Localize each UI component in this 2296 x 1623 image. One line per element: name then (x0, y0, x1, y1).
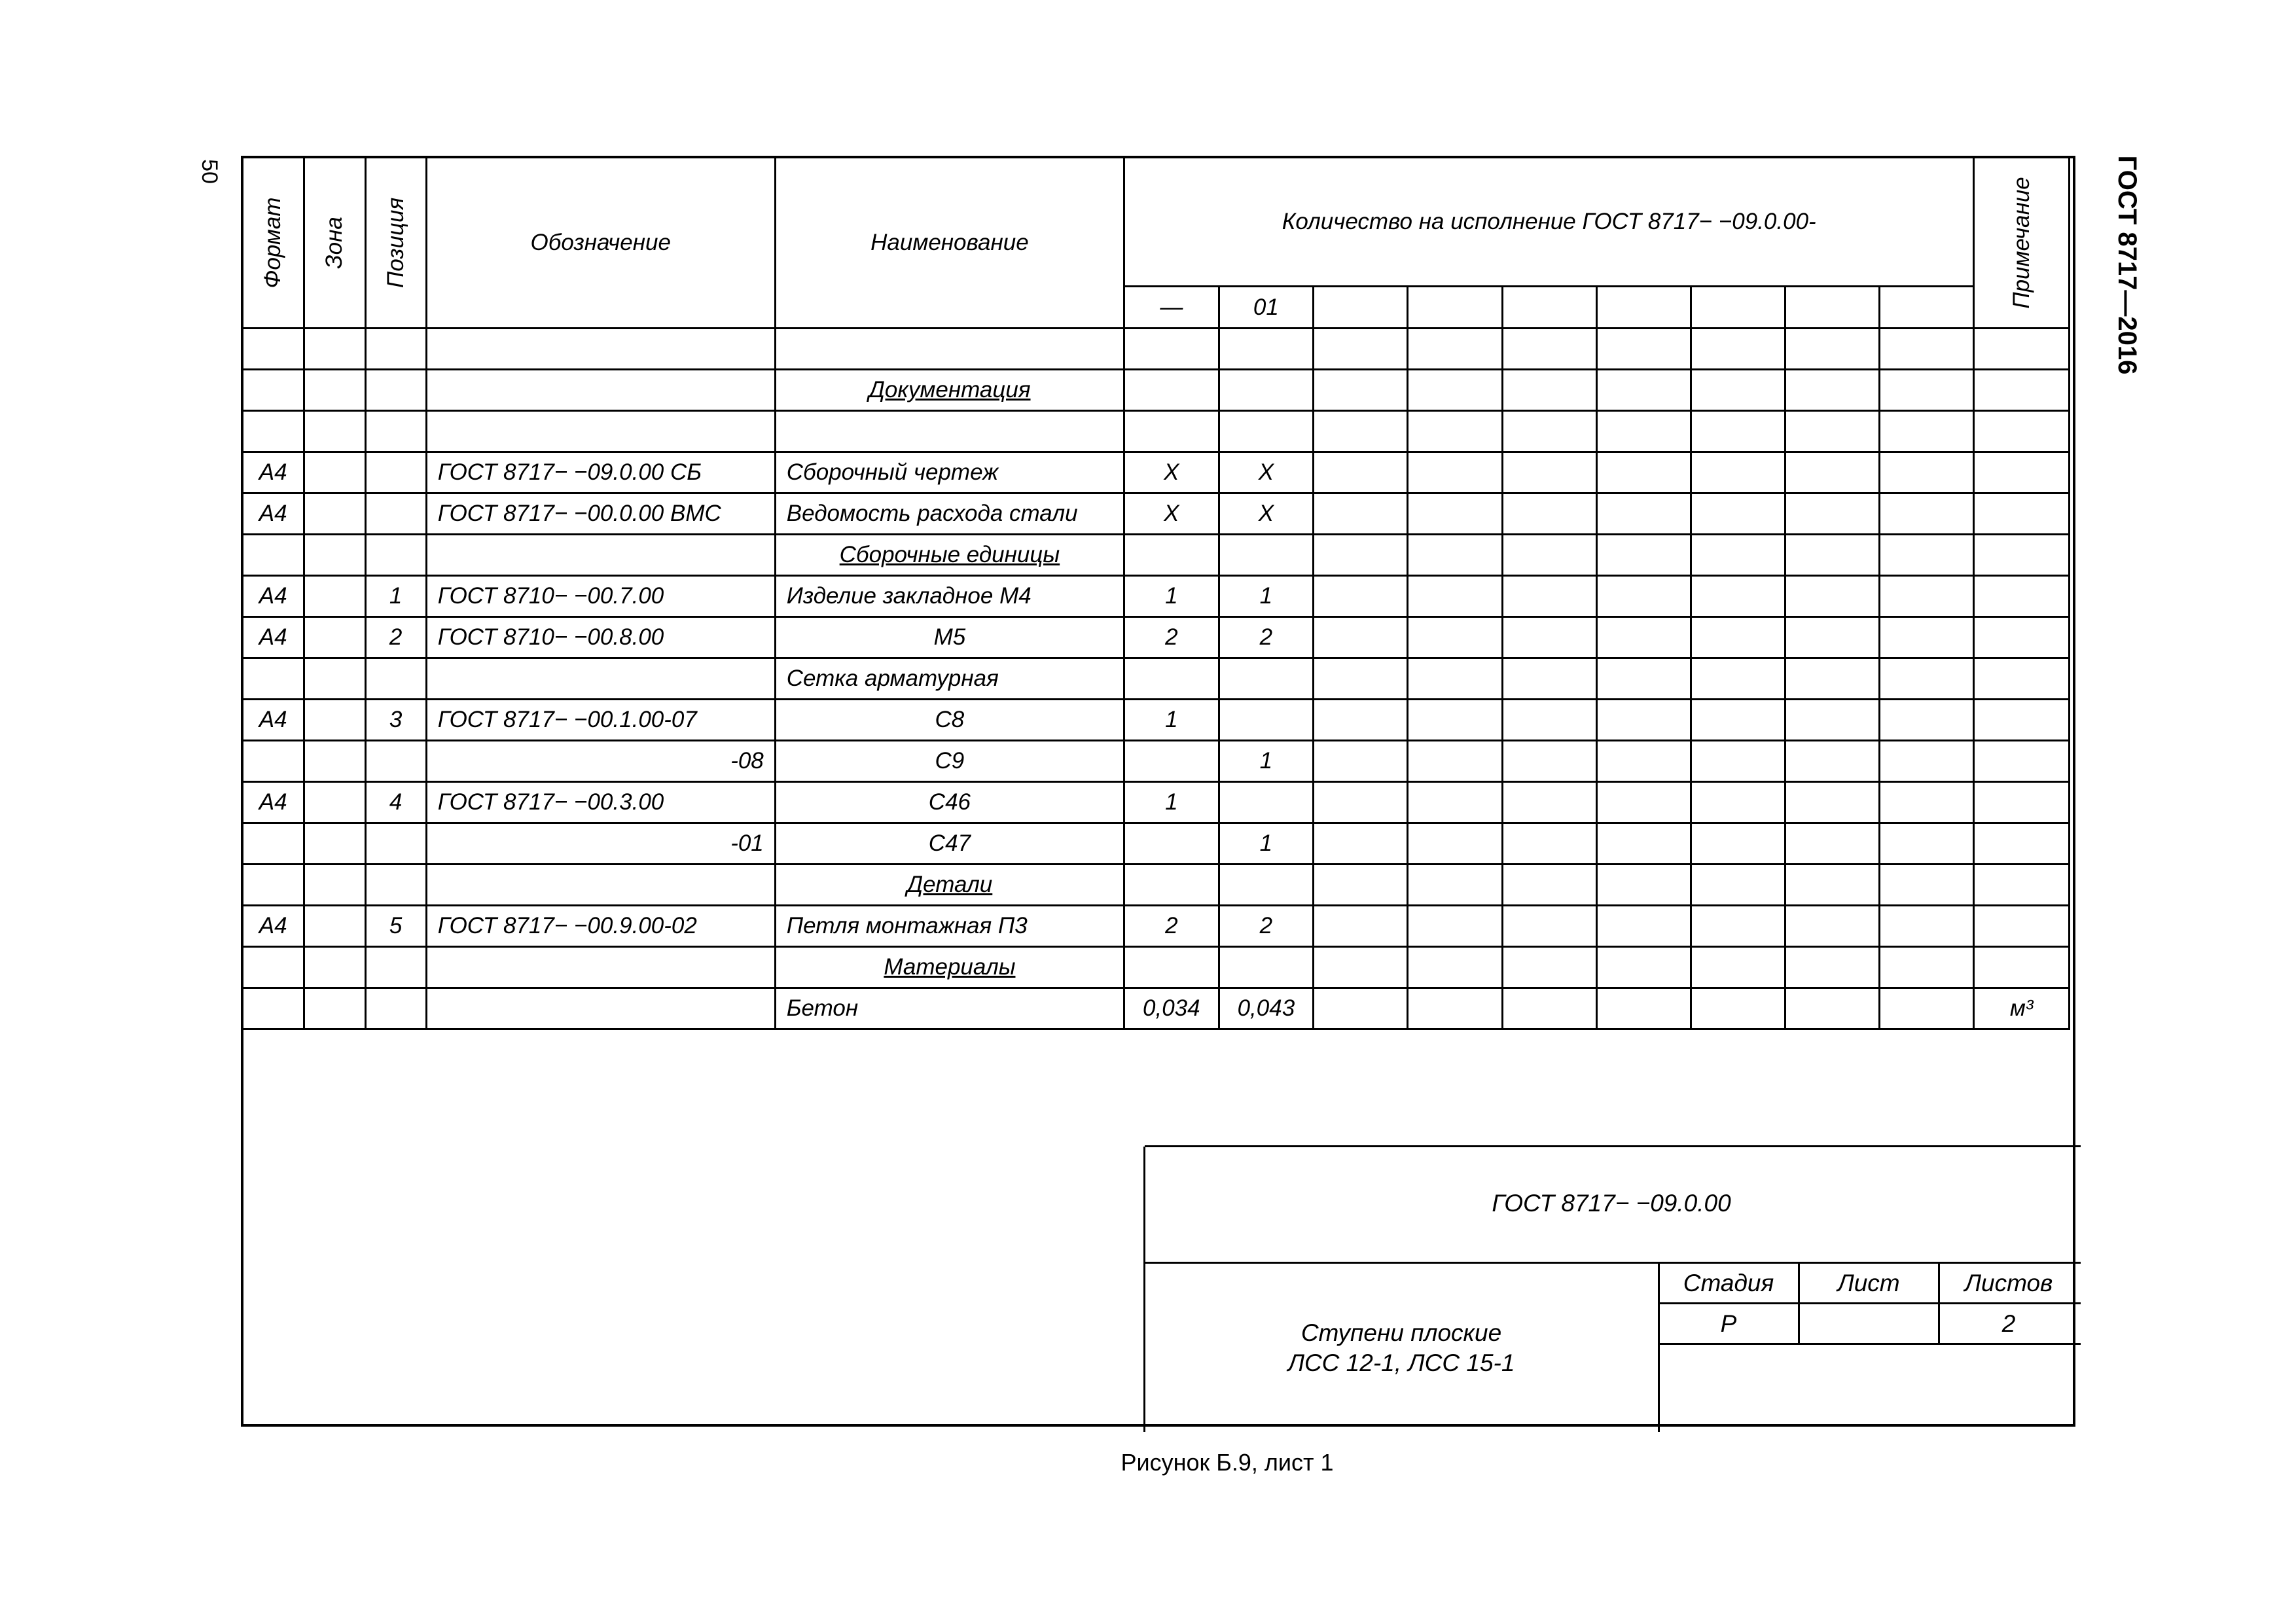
cell-quantity-empty (1785, 493, 1880, 535)
cell-position (365, 329, 426, 370)
cell-quantity-empty (1785, 617, 1880, 658)
cell-quantity-empty (1785, 988, 1880, 1029)
cell-quantity-empty (1880, 493, 1974, 535)
cell-quantity-empty (1314, 988, 1408, 1029)
cell-quantity-empty (1408, 700, 1502, 741)
cell-quantity-empty (1785, 576, 1880, 617)
cell-quantity-empty (1691, 411, 1785, 452)
cell-zone (304, 988, 365, 1029)
cell-quantity-empty (1596, 947, 1691, 988)
cell-quantity-empty (1314, 370, 1408, 411)
cell-quantity-empty (1785, 782, 1880, 823)
cell-quantity-empty (1880, 906, 1974, 947)
cell-quantity-empty (1314, 535, 1408, 576)
cell-quantity-empty (1314, 493, 1408, 535)
cell-name: М5 (775, 617, 1124, 658)
cell-designation (426, 865, 775, 906)
cell-quantity-empty (1785, 865, 1880, 906)
cell-designation: ГОСТ 8717− −00.3.00 (426, 782, 775, 823)
cell-quantity-empty (1596, 988, 1691, 1029)
cell-format (242, 658, 304, 700)
cell-zone (304, 329, 365, 370)
cell-zone (304, 576, 365, 617)
cell-quantity-01: 1 (1219, 576, 1314, 617)
cell-quantity-base: 1 (1124, 576, 1219, 617)
sheet-label: Лист (1837, 1270, 1900, 1296)
cell-quantity-empty (1785, 452, 1880, 493)
cell-quantity-empty (1691, 370, 1785, 411)
cell-designation (426, 370, 775, 411)
cell-quantity-empty (1880, 576, 1974, 617)
cell-zone (304, 658, 365, 700)
cell-quantity-empty (1880, 370, 1974, 411)
cell-quantity-empty (1408, 411, 1502, 452)
cell-quantity-empty (1691, 700, 1785, 741)
cell-quantity-empty (1596, 658, 1691, 700)
cell-format: А4 (242, 782, 304, 823)
cell-note (1974, 700, 2070, 741)
cell-quantity-empty (1691, 658, 1785, 700)
cell-position (365, 988, 426, 1029)
cell-quantity-empty (1408, 865, 1502, 906)
cell-name: С8 (775, 700, 1124, 741)
cell-name: Бетон (775, 988, 1124, 1029)
cell-quantity-01 (1219, 535, 1314, 576)
table-row (242, 658, 2070, 700)
cell-quantity-empty (1880, 823, 1974, 865)
cell-name: Ведомость расхода стали (775, 493, 1124, 535)
cell-quantity-empty (1596, 906, 1691, 947)
cell-note (1974, 617, 2070, 658)
cell-quantity-empty (1314, 741, 1408, 782)
cell-note (1974, 329, 2070, 370)
cell-name: Сборочный чертеж (775, 452, 1124, 493)
cell-designation (426, 988, 775, 1029)
cell-note (1974, 947, 2070, 988)
cell-quantity-base (1124, 947, 1219, 988)
cell-note (1974, 411, 2070, 452)
cell-format: А4 (242, 617, 304, 658)
cell-quantity-empty (1502, 370, 1596, 411)
cell-format: А4 (242, 700, 304, 741)
cell-quantity-empty (1596, 370, 1691, 411)
cell-quantity-empty (1691, 906, 1785, 947)
stage-value: Р (1720, 1310, 1737, 1337)
cell-note (1974, 865, 2070, 906)
cell-quantity-empty (1408, 535, 1502, 576)
cell-quantity-empty (1408, 370, 1502, 411)
cell-position (365, 493, 426, 535)
cell-quantity-empty (1408, 452, 1502, 493)
cell-quantity-empty (1502, 782, 1596, 823)
header-variant-base: — (1124, 287, 1219, 329)
cell-note (1974, 823, 2070, 865)
cell-format: А4 (242, 906, 304, 947)
section-heading: Сборочные единицы (775, 535, 1124, 576)
cell-quantity-base (1124, 823, 1219, 865)
table-row (242, 576, 2070, 617)
cell-quantity-empty (1502, 411, 1596, 452)
section-heading: Детали (775, 865, 1124, 906)
cell-note: м³ (1974, 988, 2070, 1029)
cell-position: 2 (365, 617, 426, 658)
specification-table (241, 156, 2070, 1030)
cell-quantity-empty (1314, 700, 1408, 741)
cell-format (242, 370, 304, 411)
cell-quantity-empty (1314, 576, 1408, 617)
cell-quantity-base: Х (1124, 493, 1219, 535)
cell-position (365, 823, 426, 865)
cell-quantity-empty (1691, 452, 1785, 493)
cell-quantity-empty (1314, 452, 1408, 493)
cell-quantity-empty (1880, 658, 1974, 700)
document-code: ГОСТ 8717—2016 (2113, 155, 2142, 375)
page-number: 50 (197, 159, 222, 184)
table-row (242, 988, 2070, 1029)
title-block-designation: ГОСТ 8717− −09.0.00 (1492, 1190, 1731, 1217)
table-row (242, 823, 2070, 865)
cell-note (1974, 658, 2070, 700)
cell-designation (426, 658, 775, 700)
cell-designation: ГОСТ 8710− −00.8.00 (426, 617, 775, 658)
cell-position (365, 535, 426, 576)
cell-quantity-empty (1408, 823, 1502, 865)
cell-quantity-empty (1314, 658, 1408, 700)
cell-format: А4 (242, 493, 304, 535)
cell-name: С9 (775, 741, 1124, 782)
cell-zone (304, 741, 365, 782)
cell-designation: ГОСТ 8717− −00.0.00 ВМС (426, 493, 775, 535)
cell-designation (426, 535, 775, 576)
header-designation: Обозначение (426, 157, 775, 329)
cell-designation: ГОСТ 8717− −00.1.00-07 (426, 700, 775, 741)
cell-quantity-empty (1596, 576, 1691, 617)
cell-zone (304, 823, 365, 865)
cell-quantity-empty (1691, 823, 1785, 865)
cell-quantity-empty (1408, 576, 1502, 617)
cell-quantity-empty (1596, 823, 1691, 865)
cell-quantity-01: 1 (1219, 823, 1314, 865)
cell-quantity-01 (1219, 782, 1314, 823)
cell-designation: ГОСТ 8717− −09.0.00 СБ (426, 452, 775, 493)
cell-position (365, 865, 426, 906)
cell-name (775, 411, 1124, 452)
cell-quantity-01: Х (1219, 452, 1314, 493)
cell-zone (304, 535, 365, 576)
cell-quantity-empty (1314, 947, 1408, 988)
title-block (1145, 1147, 2078, 1432)
cell-zone (304, 370, 365, 411)
figure-caption: Рисунок Б.9, лист 1 (1121, 1449, 1334, 1476)
cell-quantity-base (1124, 865, 1219, 906)
cell-quantity-empty (1691, 947, 1785, 988)
cell-quantity-01 (1219, 411, 1314, 452)
cell-quantity-base (1124, 535, 1219, 576)
table-row (242, 452, 2070, 493)
cell-quantity-empty (1880, 411, 1974, 452)
cell-designation: -01 (426, 823, 775, 865)
cell-quantity-base: 2 (1124, 906, 1219, 947)
section-heading: Материалы (775, 947, 1124, 988)
cell-quantity-01: 2 (1219, 906, 1314, 947)
cell-quantity-base: 1 (1124, 782, 1219, 823)
cell-quantity-empty (1691, 535, 1785, 576)
cell-quantity-empty (1785, 906, 1880, 947)
cell-quantity-empty (1596, 411, 1691, 452)
cell-name: С46 (775, 782, 1124, 823)
cell-quantity-empty (1502, 865, 1596, 906)
cell-note (1974, 370, 2070, 411)
cell-position: 3 (365, 700, 426, 741)
cell-format: А4 (242, 576, 304, 617)
cell-quantity-empty (1785, 947, 1880, 988)
cell-quantity-empty (1596, 700, 1691, 741)
cell-quantity-empty (1785, 700, 1880, 741)
cell-format (242, 411, 304, 452)
cell-position (365, 741, 426, 782)
cell-note (1974, 741, 2070, 782)
cell-quantity-empty (1408, 947, 1502, 988)
cell-quantity-empty (1314, 329, 1408, 370)
cell-quantity-empty (1408, 741, 1502, 782)
cell-quantity-empty (1502, 576, 1596, 617)
table-row (242, 370, 2070, 411)
cell-name: С47 (775, 823, 1124, 865)
cell-quantity-empty (1502, 452, 1596, 493)
cell-quantity-empty (1314, 865, 1408, 906)
cell-quantity-empty (1408, 906, 1502, 947)
cell-quantity-01 (1219, 700, 1314, 741)
cell-quantity-empty (1880, 865, 1974, 906)
cell-quantity-empty (1691, 329, 1785, 370)
cell-note (1974, 576, 2070, 617)
table-row (242, 329, 2070, 370)
cell-name: Изделие закладное М4 (775, 576, 1124, 617)
cell-format: А4 (242, 452, 304, 493)
cell-format (242, 535, 304, 576)
table-row (242, 700, 2070, 741)
cell-quantity-base (1124, 741, 1219, 782)
cell-quantity-base (1124, 329, 1219, 370)
table-row (242, 493, 2070, 535)
cell-designation: ГОСТ 8717− −00.9.00-02 (426, 906, 775, 947)
cell-designation (426, 947, 775, 988)
cell-quantity-empty (1502, 658, 1596, 700)
cell-quantity-empty (1502, 617, 1596, 658)
cell-zone (304, 782, 365, 823)
header-format: Формат (242, 157, 304, 329)
cell-zone (304, 906, 365, 947)
cell-quantity-empty (1596, 741, 1691, 782)
cell-note (1974, 782, 2070, 823)
table-row (242, 535, 2070, 576)
cell-quantity-empty (1408, 329, 1502, 370)
cell-quantity-empty (1785, 329, 1880, 370)
cell-quantity-empty (1596, 329, 1691, 370)
cell-designation: ГОСТ 8710− −00.7.00 (426, 576, 775, 617)
header-variant-01: 01 (1219, 287, 1314, 329)
cell-quantity-empty (1596, 535, 1691, 576)
cell-quantity-empty (1596, 617, 1691, 658)
section-heading: Документация (775, 370, 1124, 411)
cell-quantity-empty (1880, 452, 1974, 493)
cell-quantity-empty (1691, 988, 1785, 1029)
cell-designation: -08 (426, 741, 775, 782)
cell-position (365, 370, 426, 411)
cell-position (365, 452, 426, 493)
cell-quantity-empty (1502, 988, 1596, 1029)
cell-quantity-empty (1408, 493, 1502, 535)
table-row (242, 741, 2070, 782)
header-note: Примечание (1974, 157, 2070, 329)
cell-quantity-empty (1691, 576, 1785, 617)
cell-quantity-empty (1785, 370, 1880, 411)
cell-quantity-empty (1502, 493, 1596, 535)
cell-format (242, 988, 304, 1029)
cell-quantity-empty (1596, 782, 1691, 823)
cell-quantity-empty (1880, 700, 1974, 741)
cell-position (365, 658, 426, 700)
cell-format (242, 741, 304, 782)
cell-quantity-empty (1502, 700, 1596, 741)
cell-quantity-empty (1596, 865, 1691, 906)
cell-zone (304, 947, 365, 988)
cell-quantity-empty (1691, 617, 1785, 658)
cell-quantity-empty (1408, 658, 1502, 700)
header-zone: Зона (304, 157, 365, 329)
cell-position (365, 411, 426, 452)
cell-designation (426, 411, 775, 452)
cell-note (1974, 452, 2070, 493)
cell-quantity-base: 2 (1124, 617, 1219, 658)
table-row (242, 947, 2070, 988)
cell-format (242, 823, 304, 865)
header-position: Позиция (365, 157, 426, 329)
cell-zone (304, 865, 365, 906)
cell-quantity-empty (1502, 823, 1596, 865)
cell-quantity-empty (1691, 782, 1785, 823)
table-row (242, 411, 2070, 452)
cell-quantity-empty (1880, 741, 1974, 782)
header-name: Наименование (775, 157, 1124, 329)
cell-note (1974, 493, 2070, 535)
cell-position: 5 (365, 906, 426, 947)
cell-quantity-01 (1219, 865, 1314, 906)
cell-name: Сетка арматурная (775, 658, 1124, 700)
sheets-label: Листов (1964, 1270, 2053, 1296)
table-row (242, 865, 2070, 906)
cell-zone (304, 700, 365, 741)
cell-format (242, 865, 304, 906)
cell-quantity-empty (1314, 411, 1408, 452)
cell-designation (426, 329, 775, 370)
cell-format (242, 329, 304, 370)
cell-quantity-base (1124, 370, 1219, 411)
cell-quantity-empty (1408, 782, 1502, 823)
cell-quantity-empty (1880, 782, 1974, 823)
cell-quantity-empty (1314, 823, 1408, 865)
cell-quantity-empty (1502, 906, 1596, 947)
cell-zone (304, 617, 365, 658)
sheets-value: 2 (2001, 1310, 2016, 1337)
cell-quantity-01: 2 (1219, 617, 1314, 658)
cell-quantity-empty (1785, 658, 1880, 700)
cell-quantity-empty (1691, 493, 1785, 535)
cell-quantity-01: 0,043 (1219, 988, 1314, 1029)
cell-quantity-empty (1691, 865, 1785, 906)
cell-quantity-empty (1502, 329, 1596, 370)
cell-position: 4 (365, 782, 426, 823)
specification-sheet (241, 156, 2075, 1427)
cell-quantity-empty (1880, 329, 1974, 370)
cell-quantity-01 (1219, 947, 1314, 988)
cell-quantity-empty (1502, 741, 1596, 782)
cell-quantity-empty (1408, 617, 1502, 658)
cell-quantity-base: Х (1124, 452, 1219, 493)
title-block-title-line1: Ступени плоские (1300, 1319, 1502, 1346)
title-block-title-line2: ЛСС 12-1, ЛСС 15-1 (1287, 1349, 1515, 1376)
cell-format (242, 947, 304, 988)
cell-quantity-empty (1408, 988, 1502, 1029)
cell-quantity-01: Х (1219, 493, 1314, 535)
table-row (242, 617, 2070, 658)
cell-quantity-empty (1314, 617, 1408, 658)
cell-quantity-empty (1880, 947, 1974, 988)
cell-zone (304, 493, 365, 535)
cell-quantity-empty (1596, 452, 1691, 493)
cell-quantity-empty (1502, 535, 1596, 576)
cell-quantity-empty (1691, 741, 1785, 782)
cell-quantity-empty (1785, 741, 1880, 782)
cell-quantity-empty (1314, 906, 1408, 947)
table-row (242, 782, 2070, 823)
cell-position (365, 947, 426, 988)
cell-quantity-empty (1596, 493, 1691, 535)
cell-name (775, 329, 1124, 370)
table-row (242, 906, 2070, 947)
cell-quantity-base: 0,034 (1124, 988, 1219, 1029)
cell-quantity-empty (1314, 782, 1408, 823)
cell-zone (304, 411, 365, 452)
cell-quantity-01 (1219, 658, 1314, 700)
cell-note (1974, 906, 2070, 947)
cell-note (1974, 535, 2070, 576)
cell-quantity-base (1124, 658, 1219, 700)
header-quantity: Количество на исполнение ГОСТ 8717− −09.0.00- (1124, 157, 1974, 287)
cell-zone (304, 452, 365, 493)
stage-label: Стадия (1683, 1270, 1774, 1296)
cell-quantity-empty (1785, 411, 1880, 452)
cell-quantity-empty (1880, 617, 1974, 658)
cell-quantity-01: 1 (1219, 741, 1314, 782)
cell-quantity-01 (1219, 370, 1314, 411)
cell-quantity-empty (1880, 535, 1974, 576)
cell-name: Петля монтажная П3 (775, 906, 1124, 947)
cell-quantity-empty (1785, 823, 1880, 865)
cell-quantity-empty (1785, 535, 1880, 576)
cell-position: 1 (365, 576, 426, 617)
cell-quantity-01 (1219, 329, 1314, 370)
cell-quantity-empty (1880, 988, 1974, 1029)
cell-quantity-base: 1 (1124, 700, 1219, 741)
cell-quantity-empty (1502, 947, 1596, 988)
cell-quantity-base (1124, 411, 1219, 452)
